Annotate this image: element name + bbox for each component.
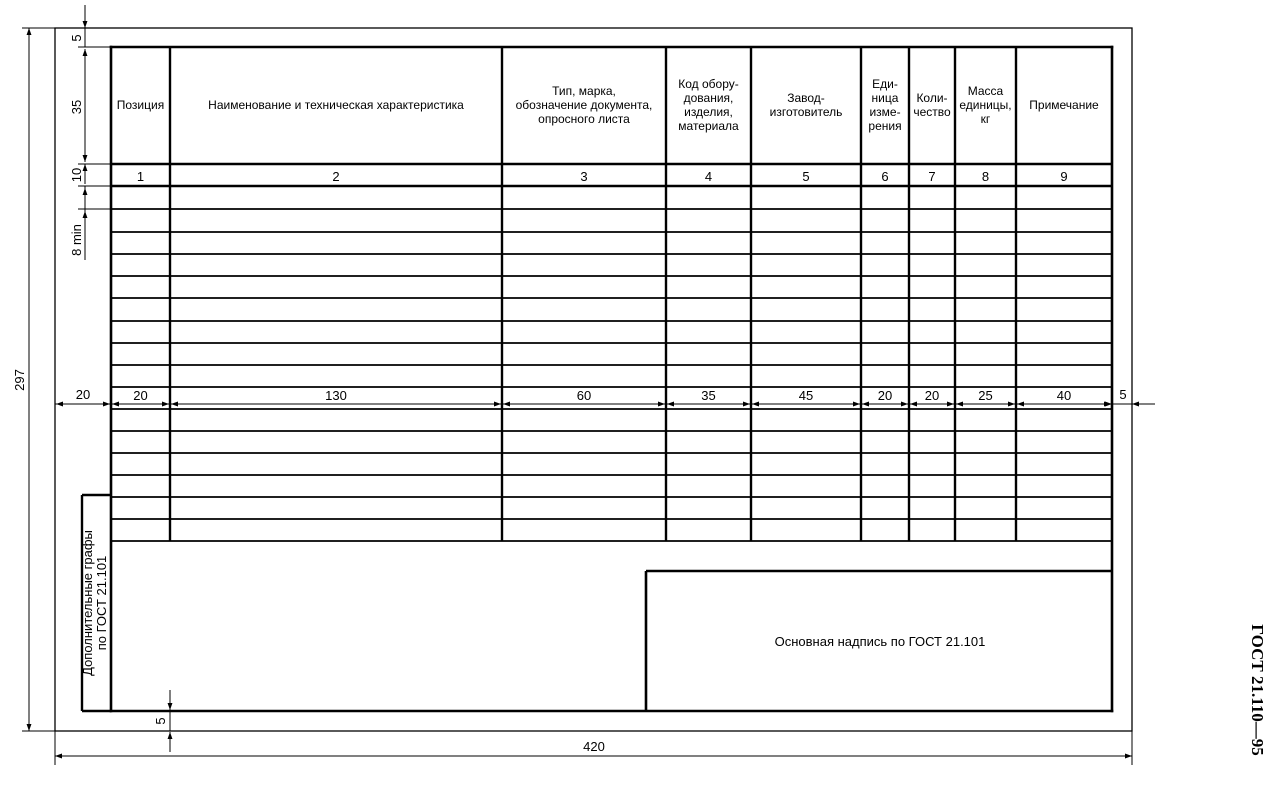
left-margin-dim: 20 (75, 387, 91, 402)
total-height-value: 297 (12, 369, 27, 391)
column-number-6: 6 (881, 169, 889, 184)
bottom-margin-value: 5 (153, 717, 168, 725)
inner-frame (111, 47, 1112, 711)
column-header-line: Завод- (787, 91, 825, 105)
vertical-dimension-chain (78, 5, 111, 260)
column-header-line: Коли- (916, 91, 948, 105)
column-header-line: Наименование и техническая характеристика (208, 98, 464, 112)
column-header-line: единицы, (959, 98, 1012, 112)
title-block-label: Основная надпись по ГОСТ 21.101 (774, 634, 986, 649)
additional-columns-label: Дополнительные графы (80, 530, 95, 676)
column-header-line: Позиция (116, 98, 165, 112)
column-header-line: кг (980, 112, 991, 126)
right-margin-dim: 5 (1119, 387, 1127, 402)
table-header-texts (117, 77, 1099, 133)
column-header-9 (1029, 98, 1099, 112)
column-width-1: 20 (133, 388, 148, 403)
column-number-texts (137, 169, 1068, 184)
column-width-3: 60 (576, 388, 592, 403)
column-width-5: 45 (798, 388, 814, 403)
column-header-4 (678, 77, 739, 133)
column-width-2: 130 (325, 388, 347, 403)
column-header-line: Масса (967, 84, 1004, 98)
standard-designation: ГОСТ 21.110—95 (1248, 624, 1267, 756)
top-margin-dim: 5 (69, 34, 84, 42)
column-header-1 (117, 98, 164, 112)
column-header-7 (913, 91, 951, 119)
column-number-8: 8 (981, 169, 990, 184)
column-header-line: Тип, марка, (552, 84, 616, 98)
column-header-line: изме- (869, 105, 901, 119)
column-header-line: опросного листа (538, 112, 630, 126)
column-width-4: 35 (701, 388, 716, 403)
column-header-line: изготовитель (769, 105, 843, 119)
column-number-9: 9 (1060, 169, 1068, 184)
column-width-7: 20 (924, 388, 940, 403)
total-width-value: 420 (583, 739, 605, 754)
row-min-height-dim: 8 min (69, 224, 84, 256)
column-width-6: 20 (877, 388, 893, 403)
column-number-7: 7 (928, 169, 936, 184)
column-width-8: 25 (978, 388, 993, 403)
column-header-5 (770, 91, 843, 119)
column-header-8 (959, 84, 1011, 126)
column-header-line: материала (678, 119, 739, 133)
column-header-line: рения (868, 119, 902, 133)
column-header-line: изделия, (684, 105, 733, 119)
column-width-dimensions (112, 388, 1111, 404)
column-header-6 (868, 77, 901, 133)
column-width-9: 40 (1056, 388, 1072, 403)
additional-columns-label-2: по ГОСТ 21.101 (94, 555, 109, 651)
table-row-lines (111, 164, 1112, 541)
column-header-line: дования, (683, 91, 734, 105)
column-header-line: чество (913, 105, 951, 119)
column-number-4: 4 (704, 169, 713, 184)
column-header-line: Еди- (872, 77, 898, 91)
column-header-3 (516, 84, 653, 126)
column-number-2: 2 (332, 169, 340, 184)
header-height-dim: 35 (69, 99, 84, 115)
column-header-line: Примечание (1029, 98, 1099, 112)
column-header-2 (208, 98, 464, 112)
sheet-outline (55, 28, 1132, 731)
column-header-line: обозначение документа, (515, 98, 653, 112)
column-header-line: Код обору- (678, 77, 739, 91)
number-row-height-dim: 10 (69, 167, 84, 183)
column-number-3: 3 (580, 169, 588, 184)
column-header-line: ница (871, 91, 899, 105)
column-number-5: 5 (802, 169, 810, 184)
column-number-1: 1 (136, 169, 145, 184)
